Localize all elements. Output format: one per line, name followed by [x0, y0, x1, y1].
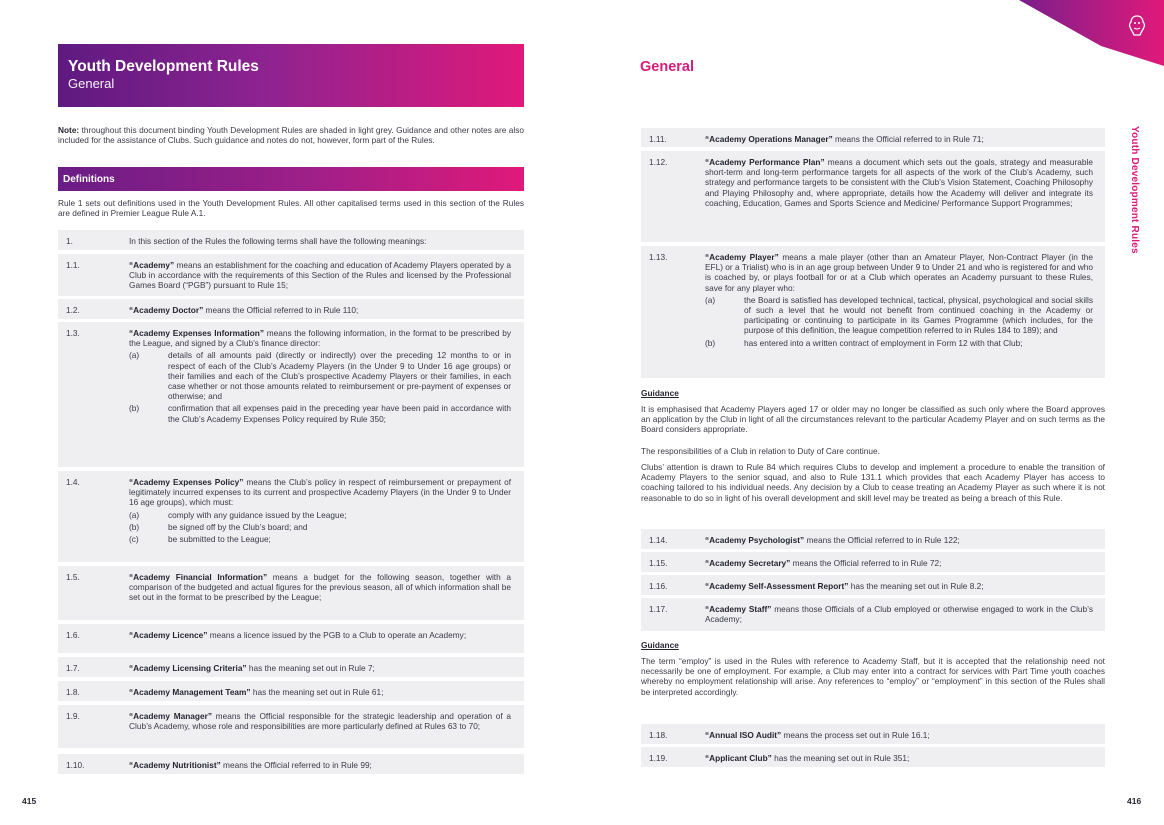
rule-text — [129, 305, 511, 315]
defined-term: “Applicant Club” — [705, 753, 772, 763]
definition-body: means the Official referred to in Rule 110; — [203, 305, 359, 315]
rule-text — [705, 604, 1093, 624]
sub-clause-letter: (c) — [129, 534, 139, 545]
rule-text — [705, 157, 1093, 208]
definition-body: means the Official referred to in Rule 71; — [832, 134, 984, 144]
rule-row — [641, 747, 1105, 767]
sub-clause-text: details of all amounts paid (directly or indirectly) over the preceding 12 months to or in respect of each of the Club’s Academy Players (in the Under 9 to Under 16 age groups) or their families and each of the Club’s prospective Academy Players or their families, in each case whether or not those amounts related to reimbursement or pre-payment of expenses or otherwise; and — [168, 350, 511, 402]
sub-clause-letter: (b) — [129, 403, 140, 414]
rule-number: 1.15. — [649, 558, 668, 568]
rule-text — [129, 663, 511, 673]
sub-clause-text: has entered into a written contract of employment in Form 12 with that Club; — [744, 337, 1023, 348]
definition-body: means a document which sets out the goals, strategy and measurable short-term and long-term performance targets for all aspects of the work of the Club’s Academy, such strategy and performance targets to be consistent with the Club’s Vision Statement, Coaching Philosophy and Playing Philosophy and, where appropriate, details how the Academy will deliver and integrate its coaching, Education, Games and Sports Science and Medicine/ Performance Support Programmes; — [705, 157, 1093, 208]
rule-row — [58, 624, 524, 653]
defined-term: “Academy Doctor” — [129, 305, 204, 315]
rule-row — [58, 254, 524, 296]
rule-row — [58, 681, 524, 701]
defined-term: “Academy Staff” — [705, 604, 772, 614]
definition-body: means the Official referred to in Rule 72; — [790, 558, 942, 568]
sub-clause — [129, 403, 511, 423]
sub-clause — [705, 338, 1093, 348]
rule-row — [641, 151, 1105, 242]
rule-text — [129, 260, 511, 291]
sub-clause-text: be submitted to the League; — [168, 534, 271, 545]
sub-clause-letter: (a) — [129, 509, 140, 520]
rule-number: 1.6. — [66, 630, 80, 640]
sub-clause-letter: (a) — [705, 294, 716, 305]
rule-row — [641, 552, 1105, 572]
section-title: General — [640, 59, 694, 75]
rule-number: 1.18. — [649, 730, 668, 740]
defined-term: “Academy Player” — [705, 252, 779, 262]
definitions-heading: Definitions — [58, 167, 524, 191]
sub-clause — [129, 350, 511, 401]
sub-clause — [129, 534, 511, 544]
rule-number: 1.7. — [66, 663, 80, 673]
rule-number: 1.10. — [66, 760, 85, 770]
rule-text — [129, 711, 511, 731]
definition-body: has the meaning set out in Rule 7; — [246, 663, 375, 673]
rule-row — [58, 322, 524, 467]
page-number-right: 416 — [1127, 796, 1142, 806]
rule-text — [705, 558, 1093, 568]
rule-number: 1.4. — [66, 477, 80, 487]
definition-body: means those Officials of a Club employed or otherwise engaged to work in the Club’s Academy; — [705, 604, 1094, 625]
note-label: Note: — [58, 125, 80, 135]
rule-number: 1.12. — [649, 157, 668, 167]
rule-number: 1.5. — [66, 572, 80, 582]
defined-term: “Academy Self-Assessment Report” — [705, 581, 849, 591]
definition-body: means the Official referred to in Rule 122; — [804, 535, 960, 545]
guidance-paragraph: Clubs’ attention is drawn to Rule 84 which requires Clubs to develop and implement a procedure to enable the transition of Academy Players to the senior squad, and also to Rule 131.1 which provides that each Academy Player has access to coaching tailored to his individual needs. Any decision by a Club to cease treating an Academy Player as such where it is not reasonable to do so in light of his overall development and skill level may be treated as being a breach of this Rule. — [641, 462, 1105, 503]
rule-number: 1.1. — [66, 260, 80, 270]
rule-row — [58, 705, 524, 748]
rule-row — [58, 566, 524, 620]
rule-text — [129, 687, 511, 697]
definitions-intro: Rule 1 sets out definitions used in the Youth Development Rules. All other capitalised terms used in this section of the Rules are defined in Premier League Rule A.1. — [58, 198, 524, 219]
rule-number: 1.8. — [66, 687, 80, 697]
sub-clause-letter: (b) — [129, 521, 140, 532]
page-subtitle: General — [68, 76, 115, 91]
defined-term: “Academy” — [129, 260, 175, 270]
sub-clause-text: be signed off by the Club’s board; and — [168, 521, 308, 532]
rule-row — [58, 754, 524, 774]
rule-row — [641, 246, 1105, 378]
rule-number: 1.19. — [649, 753, 668, 763]
defined-term: “Academy Performance Plan” — [705, 157, 825, 167]
rule-text — [705, 535, 1093, 545]
shading-note — [58, 125, 524, 145]
defined-term: “Academy Licensing Criteria” — [129, 663, 247, 673]
rule-number: 1.14. — [649, 535, 668, 545]
defined-term: “Academy Expenses Policy” — [129, 477, 244, 487]
definition-body: has the meaning set out in Rule 61; — [250, 687, 384, 697]
rule-text — [129, 630, 511, 640]
rule-number: 1.9. — [66, 711, 80, 721]
rule-number: 1.2. — [66, 305, 80, 315]
rule-text — [705, 581, 1093, 591]
sub-clause-letter: (b) — [705, 337, 716, 348]
guidance-heading: Guidance — [641, 388, 679, 398]
rule-number: 1.3. — [66, 328, 80, 338]
defined-term: “Annual ISO Audit” — [705, 730, 782, 740]
sub-clause-letter: (a) — [129, 350, 140, 361]
rule-text — [129, 236, 511, 246]
guidance-heading: Guidance — [641, 640, 679, 650]
definition-body: means a budget for the following season, together with a comparison of the budgeted and actual figures for the previous season, all of which information shall be set out in the format to be prescribed by the League; — [129, 572, 511, 603]
sub-clause — [705, 295, 1093, 336]
rule-text — [129, 477, 511, 544]
sub-clause — [129, 522, 511, 532]
sub-clause — [129, 510, 511, 520]
guidance-paragraph: The responsibilities of a Club in relation to Duty of Care continue. — [641, 446, 880, 456]
defined-term: “Academy Operations Manager” — [705, 134, 833, 144]
note-text: throughout this document binding Youth Development Rules are shaded in light grey. Guidance and other notes are also included for the assistance of Clubs. Such guidance and notes do not, however, form part of the Rules. — [58, 125, 524, 146]
guidance-paragraph: The term “employ” is used in the Rules with reference to Academy Staff, but it is accepted that the relationship need not necessarily be one of employment. For example, a Club may enter into a contract for services with Part Time youth coaches whereby no employment relationship will arise. Any references to “employ” or “employment” in this section of the Rules shall be interpreted accordingly. — [641, 656, 1105, 697]
definition-body: means the Official referred to in Rule 99; — [220, 760, 372, 770]
defined-term: “Academy Expenses Information” — [129, 328, 264, 338]
definition-body: means the process set out in Rule 16.1; — [781, 730, 930, 740]
premier-league-lion-icon — [1128, 15, 1146, 37]
rule-number: 1.17. — [649, 604, 668, 614]
rule-text — [705, 753, 1093, 763]
definition-body: has the meaning set out in Rule 351; — [771, 753, 910, 763]
rule-row — [641, 529, 1105, 549]
rule-row — [641, 598, 1105, 631]
rule-row — [58, 471, 524, 562]
page-title: Youth Development Rules — [68, 58, 259, 75]
rule-row — [641, 724, 1105, 744]
definition-body: means a licence issued by the PGB to a Club to operate an Academy; — [207, 630, 467, 640]
defined-term: “Academy Psychologist” — [705, 535, 805, 545]
guidance-paragraph: It is emphasised that Academy Players aged 17 or older may no longer be classified as such only where the Board approves an application by the Club in light of all the circumstances relevant to the particular Academy Player and on such terms as the Board considers appropriate. — [641, 404, 1105, 435]
side-label: Youth Development Rules — [1129, 126, 1140, 254]
definition-body: means a male player (other than an Amateur Player, Non-Contract Player (in the EFL) or a Trialist) who is in an age group between Under 9 to Under 21 and who is registered for and who is coached by, or plays football for or at a Club which operates an Academy pursuant to these Rules, save for any player who: — [705, 252, 1093, 293]
rule-text — [129, 328, 511, 424]
rule-row — [641, 575, 1105, 595]
rule-text — [705, 252, 1093, 348]
rule-row — [58, 299, 524, 319]
rule-text — [705, 134, 1093, 144]
defined-term: “Academy Nutritionist” — [129, 760, 221, 770]
rule-text — [129, 572, 511, 603]
page-header-banner — [58, 44, 524, 107]
definition-body: means an establishment for the coaching and education of Academy Players operated by a Club in accordance with the requirements of this Section of the Rules and licensed by the Professional Games Board (“PGB”) pursuant to Rule 15; — [129, 260, 511, 291]
rule-number: 1.13. — [649, 252, 668, 262]
rule-row — [58, 657, 524, 677]
rule-row — [58, 230, 524, 250]
sub-clause-text: confirmation that all expenses paid in the preceding year have been paid in accordance with the Club’s Academy Expenses Policy required by Rule 350; — [168, 403, 511, 424]
definition-body: means the following information, in the format to be prescribed by the League, and signed by a Club’s finance director: — [129, 328, 511, 349]
rule-number: 1.16. — [649, 581, 668, 591]
definition-body: means the Club’s policy in respect of reimbursement or prepayment of legitimately incurred expenses to its current and prospective Academy Players (in the Under 9 to Under 16 age groups), which must: — [129, 477, 511, 508]
definition-body: means the Official responsible for the strategic leadership and operation of a Club’s Academy, whose role and responsibilities are more particularly defined at Rules 63 to 70; — [129, 711, 511, 732]
defined-term: “Academy Licence” — [129, 630, 208, 640]
definition-body: has the meaning set out in Rule 8.2; — [848, 581, 984, 591]
rule-number: 1.11. — [649, 134, 667, 144]
defined-term: “Academy Financial Information” — [129, 572, 268, 582]
rule-text — [705, 730, 1093, 740]
rule-number: 1. — [66, 236, 73, 246]
sub-clause-text: comply with any guidance issued by the League; — [168, 509, 347, 520]
definition-body: In this section of the Rules the following terms shall have the following meanings: — [129, 236, 427, 246]
defined-term: “Academy Secretary” — [705, 558, 791, 568]
sub-clause-text: the Board is satisfied has developed technical, tactical, physical, psychological and social skills of such a level that he would not benefit from continued coaching in the Academy or participating or continuing to participate in its Games Programme (which includes, for the purpose of this definition, the league competition referred to in Rules 184 to 189); and — [744, 294, 1093, 336]
defined-term: “Academy Manager” — [129, 711, 212, 721]
defined-term: “Academy Management Team” — [129, 687, 251, 697]
rule-text — [129, 760, 511, 770]
page-number-left: 415 — [22, 796, 37, 806]
rule-row — [641, 128, 1105, 147]
